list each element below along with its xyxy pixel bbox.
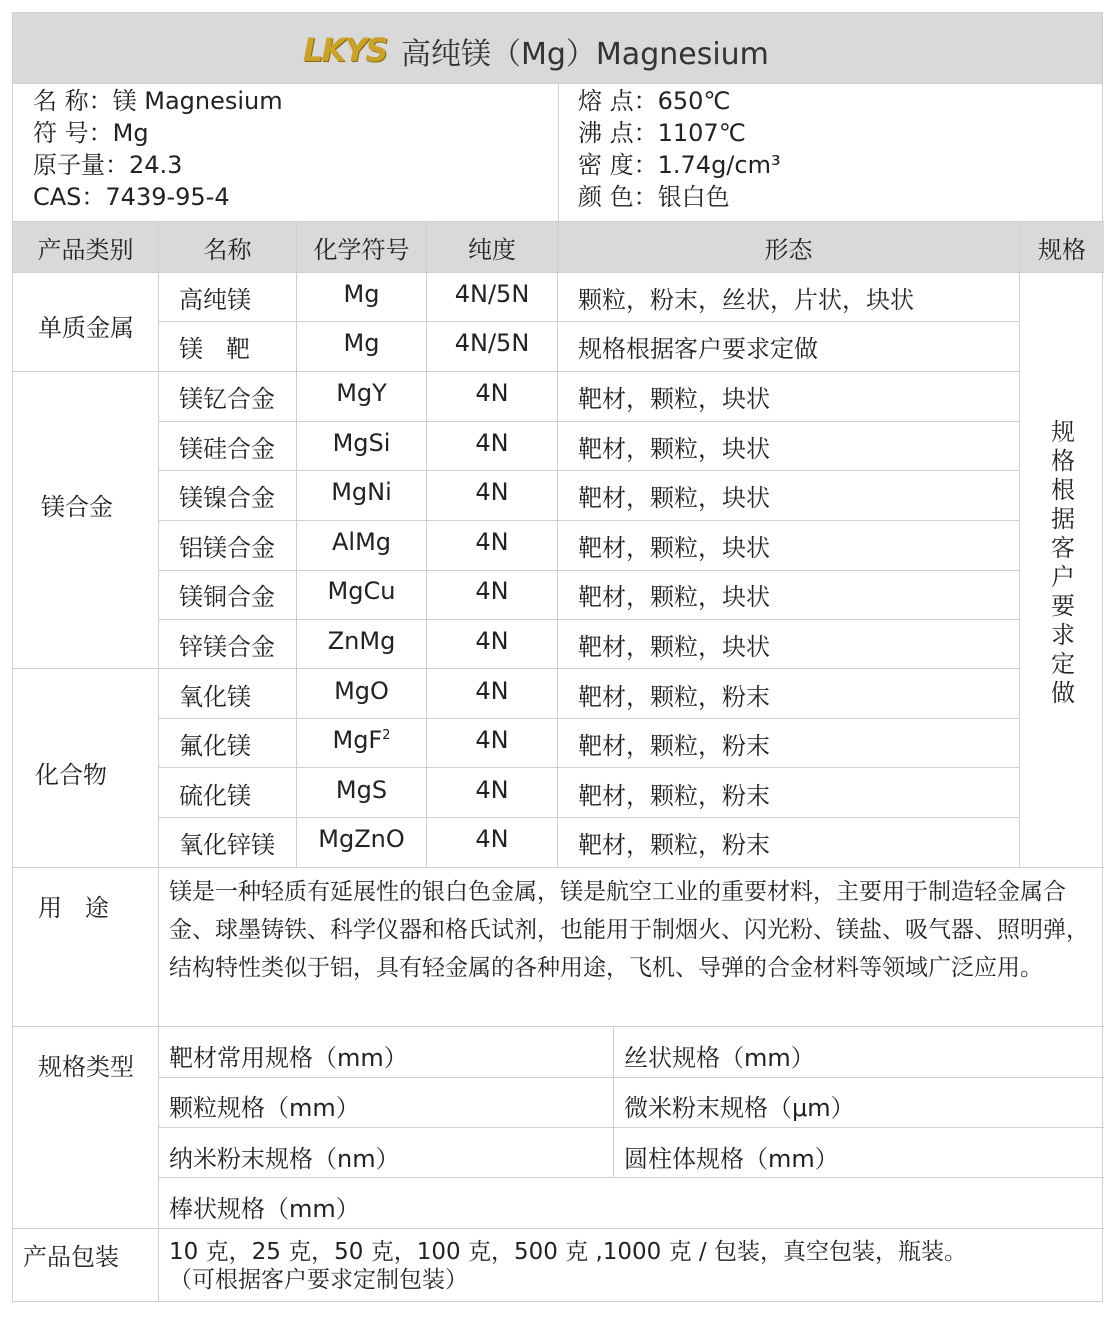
spec-type-item: 丝状规格（mm） (624, 1044, 815, 1072)
row-purity: 4N (475, 577, 509, 605)
category-elemental-metal: 单质金属 (38, 314, 134, 342)
row-purity: 4N/5N (454, 329, 530, 357)
row-symbol: MgNi (331, 478, 392, 506)
row-form: 靶材，颗粒，粉末 (578, 782, 770, 810)
packaging-line2: （可根据客户要求定制包装） (169, 1267, 468, 1293)
product-sheet (12, 12, 1103, 1302)
row-symbol: Mg (343, 329, 380, 357)
col-header-category: 产品类别 (37, 236, 134, 264)
spec-type-item: 纳米粉末规格（nm） (169, 1145, 400, 1173)
row-form: 靶材，颗粒，块状 (578, 484, 770, 512)
row-form: 靶材，颗粒，粉末 (578, 831, 770, 859)
col-header-symbol: 化学符号 (313, 236, 410, 264)
row-symbol: MgZnO (318, 825, 405, 853)
packaging-text (169, 1238, 967, 1294)
info-symbol: 符 号：Mg (33, 119, 149, 147)
row-symbol: MgY (336, 379, 387, 407)
info-left (33, 85, 283, 221)
row-form: 靶材，颗粒，块状 (578, 583, 770, 611)
row-symbol: AlMg (331, 528, 392, 556)
row-purity: 4N (475, 825, 509, 853)
row-name: 镁 靶 (179, 335, 250, 363)
row-form: 靶材，颗粒，块状 (578, 534, 770, 562)
spec-type-item: 微米粉末规格（μm） (624, 1094, 855, 1122)
usage-label: 用 途 (38, 894, 109, 922)
row-symbol: MgSi (332, 429, 391, 457)
row-purity: 4N (475, 429, 509, 457)
row-symbol: MgCu (327, 577, 396, 605)
col-header-name: 名称 (203, 236, 252, 264)
category-magnesium-alloy: 镁合金 (41, 493, 113, 521)
spec-type-item: 颗粒规格（mm） (169, 1094, 360, 1122)
brand-logo: LKYS (303, 31, 387, 69)
row-purity: 4N (475, 726, 509, 754)
row-name: 镁镍合金 (179, 484, 275, 512)
row-name: 铝镁合金 (179, 534, 275, 562)
row-symbol: MgF$^2$ (332, 726, 391, 754)
row-form: 颗粒，粉末，丝状，片状，块状 (578, 286, 914, 314)
row-name: 氟化镁 (179, 732, 251, 760)
page-title: 高纯镁（Mg）Magnesium (401, 37, 769, 72)
info-boiling-point: 沸 点：1107℃ (578, 119, 746, 147)
row-form: 规格根据客户要求定做 (578, 335, 818, 363)
row-purity: 4N/5N (454, 280, 530, 308)
spec-types-label: 规格类型 (38, 1053, 134, 1081)
info-cas: CAS：7439-95-4 (33, 183, 230, 211)
row-form: 靶材，颗粒，粉末 (578, 732, 770, 760)
info-melting-point: 熔 点：650℃ (578, 87, 731, 115)
row-purity: 4N (475, 677, 509, 705)
row-form: 靶材，颗粒，块状 (578, 385, 770, 413)
row-symbol: MgO (334, 677, 389, 705)
info-density: 密 度：1.74g/cm³ (578, 151, 781, 179)
row-form: 靶材，颗粒，块状 (578, 633, 770, 661)
row-name: 镁钇合金 (179, 385, 275, 413)
info-name: 名 称：镁 Magnesium (33, 87, 283, 115)
category-compound: 化合物 (35, 761, 107, 789)
spec-custom-vertical: 规格根据客户要求定做 (1051, 418, 1075, 707)
col-header-spec: 规格 (1038, 236, 1086, 264)
info-right (578, 85, 781, 221)
row-name: 镁硅合金 (179, 435, 275, 463)
col-header-form: 形态 (764, 236, 813, 264)
row-purity: 4N (475, 627, 509, 655)
row-name: 镁铜合金 (179, 583, 275, 611)
row-purity: 4N (475, 379, 509, 407)
row-form: 靶材，颗粒，粉末 (578, 683, 770, 711)
usage-text: 镁是一种轻质有延展性的银白色金属，镁是航空工业的重要材料，主要用于制造轻金属合金、球墨铸铁、科学仪器和格氏试剂，也能用于制烟火、闪光粉、镁盐、吸气器、照明弹，结构特性类似于铝，具有轻金属的各种用途，飞机、导弹的合金材料等领域广泛应用。 (169, 879, 1089, 981)
row-name: 锌镁合金 (179, 633, 275, 661)
packaging-line1: 10 克，25 克，50 克，100 克，500 克 ,1000 克 / 包装，真空包装，瓶装。 (169, 1239, 967, 1265)
row-name: 氧化锌镁 (179, 831, 275, 859)
packaging-label: 产品包装 (23, 1243, 119, 1271)
row-purity: 4N (475, 478, 509, 506)
spec-type-item: 靶材常用规格（mm） (169, 1044, 408, 1072)
row-symbol: MgS (335, 776, 388, 804)
row-purity: 4N (475, 776, 509, 804)
col-header-purity: 纯度 (468, 236, 516, 264)
title-bar (13, 13, 1102, 84)
spec-type-item: 圆柱体规格（mm） (624, 1145, 839, 1173)
spec-type-item: 棒状规格（mm） (169, 1195, 360, 1223)
row-purity: 4N (475, 528, 509, 556)
info-atomic-weight: 原子量：24.3 (33, 151, 183, 179)
row-name: 硫化镁 (179, 782, 251, 810)
row-name: 高纯镁 (179, 286, 251, 314)
row-name: 氧化镁 (179, 683, 251, 711)
row-symbol: ZnMg (327, 627, 396, 655)
info-color: 颜 色：银白色 (578, 183, 730, 211)
row-symbol: Mg (343, 280, 380, 308)
row-form: 靶材，颗粒，块状 (578, 435, 770, 463)
